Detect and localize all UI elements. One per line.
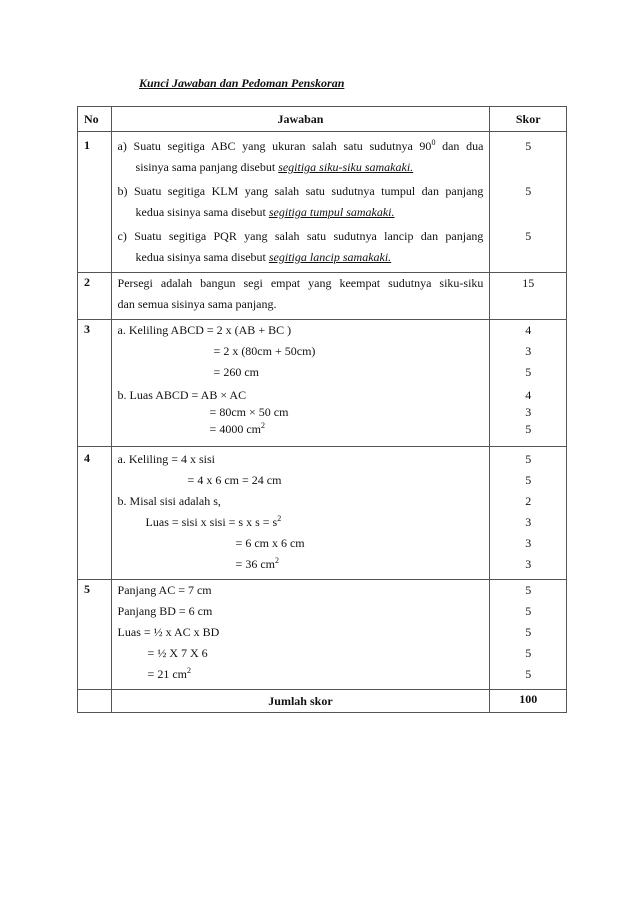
answer-line: Luas = sisi x sisi = s x $s = s^2$ xyxy=(145,514,282,529)
answer-line: = 260 cm xyxy=(213,365,259,379)
score-value: 5 xyxy=(525,583,532,597)
score-value: 5 xyxy=(525,473,532,487)
answer-cell xyxy=(111,580,490,690)
score-value: 3 xyxy=(525,557,532,571)
answer-line: = 21 $cm^2$ xyxy=(147,666,191,681)
row-number: 2 xyxy=(78,273,112,320)
table-row xyxy=(78,273,567,320)
answer-line: = 4000 $cm^2$ xyxy=(209,421,265,436)
total-label: Jumlah skor xyxy=(111,690,490,713)
answer-line: a. Keliling = 4 x sisi xyxy=(117,452,215,466)
header-jawaban: Jawaban xyxy=(111,107,490,132)
answer-cell xyxy=(111,320,490,447)
empty-cell xyxy=(78,690,112,713)
score-value: 5 xyxy=(525,184,532,198)
score-value: 2 xyxy=(525,494,532,508)
score-cell xyxy=(490,132,567,273)
answer-line: b. Misal sisi adalah s, xyxy=(117,494,221,508)
answer-cell xyxy=(111,447,490,580)
answer-line: kedua sisinya sama disebut segitiga lancip samakaki. xyxy=(135,250,392,264)
score-value: 5 xyxy=(525,604,532,618)
table-header xyxy=(78,107,567,132)
score-cell xyxy=(490,320,567,447)
score-value: 3 xyxy=(525,344,532,358)
answer-line: Persegi adalah bangun segi empat yang keempat sudutnya siku-siku xyxy=(117,276,484,290)
answer-line: b. Luas ABCD = AB × AC xyxy=(117,388,247,402)
score-value: 5 xyxy=(525,229,532,243)
score-value: 15 xyxy=(522,276,535,290)
answer-line: a) Suatu segitiga ABC yang ukuran salah satu sudutnya $90^0$ dan dua xyxy=(117,138,484,153)
answer-line: = 6 cm x 6 cm xyxy=(235,536,305,550)
total-value: 100 xyxy=(490,690,567,713)
score-value: 5 xyxy=(525,646,532,660)
answer-line: kedua sisinya sama disebut segitiga tumpul samakaki. xyxy=(135,205,395,219)
table-row xyxy=(78,132,567,273)
score-value: 3 xyxy=(525,515,532,529)
answer-cell xyxy=(111,132,490,273)
score-value: 3 xyxy=(525,536,532,550)
answer-line: sisinya sama panjang disebut segitiga siku-siku samakaki. xyxy=(135,160,414,174)
table-row xyxy=(78,580,567,690)
score-cell xyxy=(490,273,567,320)
score-value: 5 xyxy=(525,452,532,466)
score-value: 5 xyxy=(525,667,532,681)
answer-cell xyxy=(111,273,490,320)
score-value: 5 xyxy=(525,365,532,379)
answer-line: Panjang BD = 6 cm xyxy=(117,604,213,618)
score-cell xyxy=(490,580,567,690)
row-number: 3 xyxy=(78,320,112,447)
answer-line: dan semua sisinya sama panjang. xyxy=(117,297,277,311)
total-row xyxy=(78,690,567,713)
score-value: 5 xyxy=(525,139,532,153)
table-row xyxy=(78,320,567,447)
header-skor: Skor xyxy=(490,107,567,132)
score-value: 4 xyxy=(525,388,532,402)
table-row xyxy=(78,447,567,580)
score-value: 5 xyxy=(525,422,532,436)
answer-line: Luas = ½ x AC x BD xyxy=(117,625,220,639)
answer-line: = ½ X 7 X 6 xyxy=(147,646,208,660)
answer-line: = 36 $cm^2$ xyxy=(235,556,279,571)
score-value: 5 xyxy=(525,625,532,639)
score-value: 4 xyxy=(525,323,532,337)
header-no: No xyxy=(78,107,112,132)
answer-line: = 80cm × 50 cm xyxy=(209,405,289,419)
answer-line: = 2 x (80cm + 50cm) xyxy=(213,344,316,358)
scoring-table xyxy=(77,106,567,713)
answer-line: = 4 x 6 cm = 24 cm xyxy=(187,473,282,487)
row-number: 1 xyxy=(78,132,112,273)
row-number: 5 xyxy=(78,580,112,690)
row-number: 4 xyxy=(78,447,112,580)
answer-line: b) Suatu segitiga KLM yang salah satu sudutnya tumpul dan panjang xyxy=(117,184,484,198)
score-cell xyxy=(490,447,567,580)
answer-line: Panjang AC = 7 cm xyxy=(117,583,212,597)
page-title: Kunci Jawaban dan Pedoman Penskoran xyxy=(139,76,345,90)
answer-line: c) Suatu segitiga PQR yang salah satu sudutnya lancip dan panjang xyxy=(117,229,484,243)
answer-line: a. Keliling ABCD = 2 x (AB + BC ) xyxy=(117,323,292,337)
score-value: 3 xyxy=(525,405,532,419)
